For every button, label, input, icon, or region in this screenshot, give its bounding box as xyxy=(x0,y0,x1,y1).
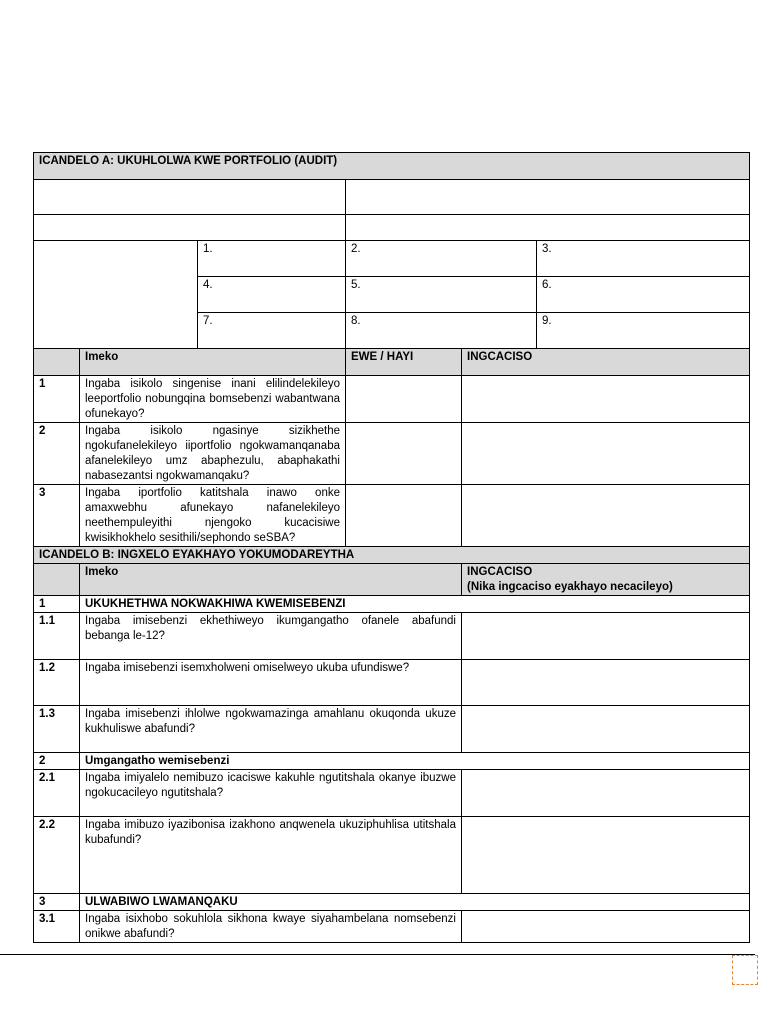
header-comment xyxy=(462,564,750,596)
grid-label-cell xyxy=(34,241,198,349)
section-b-title: ICANDELO B: INGXELO EYAKHAYO YOKUMODAREYTHA xyxy=(34,547,750,564)
header-criteria: Imeko xyxy=(80,564,462,596)
info-field-left-2[interactable] xyxy=(34,215,346,241)
header-comment-subtitle: (Nika ingcaciso eyakhayo necacileyo) xyxy=(467,581,673,593)
row-num: 1 xyxy=(34,376,80,423)
comment-field[interactable] xyxy=(462,485,750,547)
criteria-text: Ingaba imisebenzi ekhethiweyo ikumgangatho ofanele abafundi bebanga le-12? xyxy=(80,613,462,660)
yes-no-field[interactable] xyxy=(346,423,462,485)
info-field-right[interactable] xyxy=(346,180,750,215)
criteria-text: Ingaba imiyalelo nemibuzo icaciswe kakuhle ngutitshala okanye ibuzwe ngokucacileyo ngutitshala? xyxy=(80,770,462,817)
criteria-text: Ingaba imisebenzi isemxholweni omiselweyo ukuba ufundiswe? xyxy=(80,660,462,706)
row-num: 2 xyxy=(34,423,80,485)
header-num xyxy=(34,564,80,596)
header-yes-no: EWE / HAYI xyxy=(346,349,462,376)
comment-field[interactable] xyxy=(462,660,750,706)
grid-cell-9[interactable]: 9. xyxy=(537,313,750,349)
comment-field[interactable] xyxy=(462,423,750,485)
grid-cell-3[interactable]: 3. xyxy=(537,241,750,277)
criteria-text: Ingaba imisebenzi ihlolwe ngokwamazinga amahlanu okuqonda ukuze kukhuliswe abafundi? xyxy=(80,706,462,753)
group-num: 1 xyxy=(34,596,80,613)
grid-cell-2[interactable]: 2. xyxy=(346,241,537,277)
grid-cell-6[interactable]: 6. xyxy=(537,277,750,313)
moderation-form-table xyxy=(33,152,750,943)
criteria-text: Ingaba isikolo ngasinye sizikhethe ngokufanelekileyo iiportfolio ngokwamanqanaba afanelekileyo umz abaphezulu, abaphakathi nabasezantsi ngokwamanqaku? xyxy=(80,423,346,485)
group-num: 2 xyxy=(34,753,80,770)
header-num xyxy=(34,349,80,376)
header-comment-title: INGCACISO xyxy=(467,566,533,578)
row-num: 1.3 xyxy=(34,706,80,753)
page-number-placeholder xyxy=(732,955,758,985)
group-title: UKUKHETHWA NOKWAKHIWA KWEMISEBENZI xyxy=(80,596,750,613)
comment-field[interactable] xyxy=(462,376,750,423)
grid-cell-5[interactable]: 5. xyxy=(346,277,537,313)
row-num: 1.1 xyxy=(34,613,80,660)
comment-field[interactable] xyxy=(462,911,750,943)
criteria-text: Ingaba isixhobo sokuhlola sikhona kwaye siyahambelana nomsebenzi onikwe abafundi? xyxy=(80,911,462,943)
footer-rule xyxy=(0,954,755,955)
row-num: 2.1 xyxy=(34,770,80,817)
grid-cell-8[interactable]: 8. xyxy=(346,313,537,349)
header-comment: INGCACISO xyxy=(462,349,750,376)
yes-no-field[interactable] xyxy=(346,485,462,547)
row-num: 2.2 xyxy=(34,817,80,894)
comment-field[interactable] xyxy=(462,613,750,660)
comment-field[interactable] xyxy=(462,770,750,817)
comment-field[interactable] xyxy=(462,817,750,894)
header-criteria: Imeko xyxy=(80,349,346,376)
grid-cell-1[interactable]: 1. xyxy=(198,241,346,277)
group-num: 3 xyxy=(34,894,80,911)
info-field-left[interactable] xyxy=(34,180,346,215)
yes-no-field[interactable] xyxy=(346,376,462,423)
criteria-text: Ingaba isikolo singenise inani elilindelekileyo leeportfolio nobungqina bomsebenzi wabantwana ofunekayo? xyxy=(80,376,346,423)
group-title: ULWABIWO LWAMANQAKU xyxy=(80,894,750,911)
grid-cell-4[interactable]: 4. xyxy=(198,277,346,313)
group-title: Umgangatho wemisebenzi xyxy=(80,753,750,770)
row-num: 3.1 xyxy=(34,911,80,943)
grid-cell-7[interactable]: 7. xyxy=(198,313,346,349)
section-a-title: ICANDELO A: UKUHLOLWA KWE PORTFOLIO (AUDIT) xyxy=(34,153,750,180)
row-num: 1.2 xyxy=(34,660,80,706)
row-num: 3 xyxy=(34,485,80,547)
comment-field[interactable] xyxy=(462,706,750,753)
info-field-right-2[interactable] xyxy=(346,215,750,241)
criteria-text: Ingaba imibuzo iyazibonisa izakhono anqwenela ukuziphuhlisa utitshala kubafundi? xyxy=(80,817,462,894)
criteria-text: Ingaba iportfolio katitshala inawo onke amaxwebhu afunekayo nafanelekileyo neethempuleyithi njengoko kucacisiwe kwisikhokhelo sesithili/sephondo seSBA? xyxy=(80,485,346,547)
